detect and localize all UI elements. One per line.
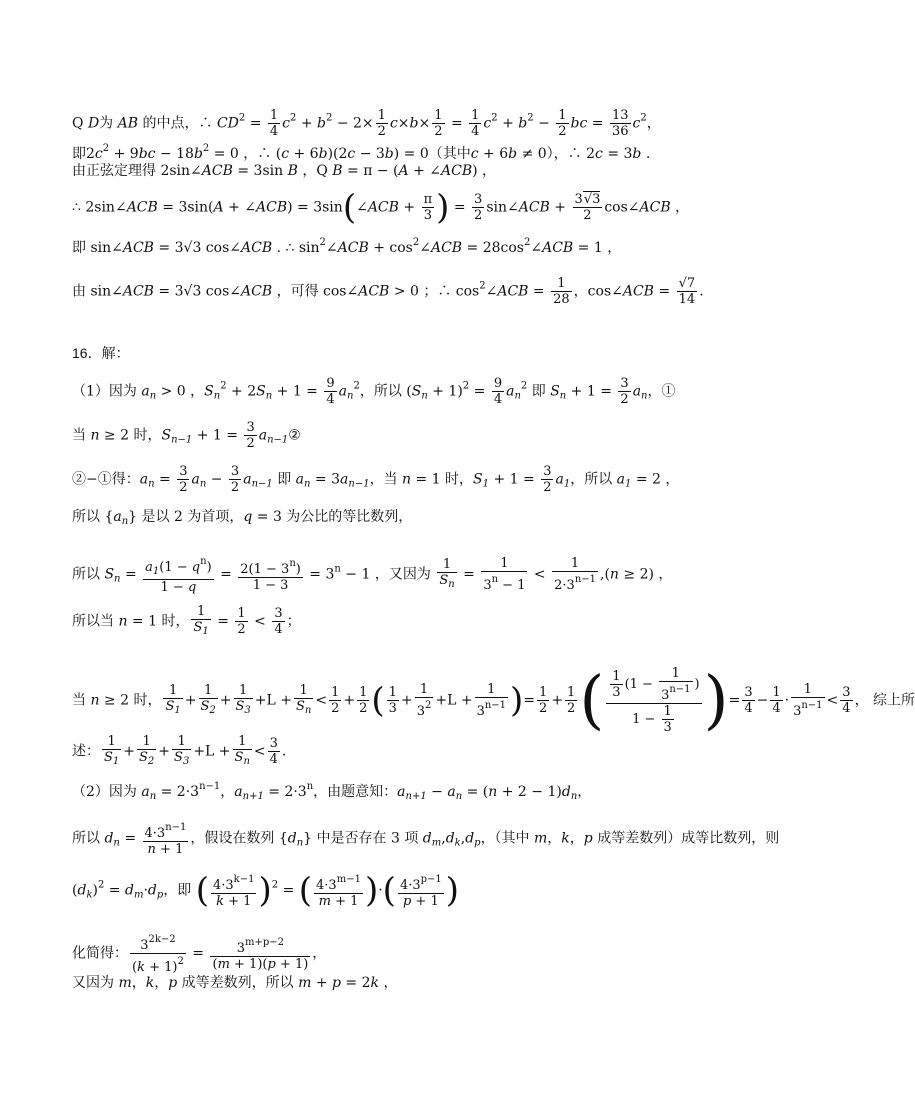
- solution-line-6: 由 sin∠ACB = 3√3 cos∠ACB ，可得 cos∠ACB > 0 ；∴ $\cos^2\angle ACB$ = $\frac{1}{28}$ ，cos∠ACB = $\frac{√7}{14}$ .: [72, 276, 704, 307]
- problem-16-heading: 16．解：: [72, 345, 130, 361]
- solution-line-4: ∴ 2sin∠ACB = 3sin(A + ∠ACB) = 3sin(∠ACB + $\frac{\pi}{3}$ ) = $\frac{3}{2}$ sin∠ACB + $\frac{3√3}{2}$ cos∠ACB ，: [72, 187, 690, 228]
- part1-line-7: 当 n ≥ 2 时， $\frac{1}{S_1}$ + $\frac{1}{S_2}$ + $\frac{1}{S_3}$ +L + $\frac{1}{S_n}$ < $\frac{1}{2}$ + $\frac{1}{2}$ ( $\frac{1}{3}$ + $\frac{1}{3^2}$ +L + $\frac{1}{3^{n-1}}$ )= $\frac{1}{2}$ + $\frac{1}{2}$ ( $\frac{1}{3}$ (1 − $\frac{1}{3^{n-1}}$ ) 1 − $\frac{1}{3}$ )= $\frac{3}{4}$ − $\frac{1}{4}$ · $\frac{1}{3^{n-1}}$ < $\frac{3}{4}$ ， 综上所: [72, 663, 915, 738]
- part1-line-3: ②−①得：$a_n$ = $\frac{3}{2}$ $a_n$ − $\frac{3}{2}$ $a_{n-1}$ 即 $a_n = 3a_{n-1}$，当 n = 1 时，$S_1 + 1$ = $\frac{3}{2}$ $a_1$，所以 $a_1 = 2$ ，: [72, 464, 680, 495]
- part2-line-4: 化简得： $\frac{3^{2k-2}}{(k + 1)^2}$ = $\frac{3^{m+p-2}}{(m + 1)(p + 1)}$ ，: [72, 934, 327, 975]
- part1-line-4: 所以 $\{a_n\}$ 是以 2 为首项，q = 3 为公比的等比数列，: [72, 509, 413, 527]
- part2-line-3: $(d_k)^2 = d_m\cdot d_p$，即 ( $\frac{4\cdot 3^{k-1}}{k + 1}$ )$^2$ = ( $\frac{4\cdot 3^{m-1}}{m + 1}$ )·( $\frac{4\cdot 3^{p-1}}{p + 1}$ ): [72, 870, 460, 911]
- part2-line-5: 又因为 m，k，p 成等差数列，所以 m + p = 2k ，: [72, 975, 398, 991]
- part1-line-5: 所以 $S_n$ = $\frac{a_1(1 - q^n)}{1 - q}$ = $\frac{2(1 - 3^n)}{1 - 3}$ = $3^n - 1$ ，又因为 $\frac{1}{S_n}$ = $\frac{1}{3^n - 1}$ < $\frac{1}{2\cdot 3^{n-1}}$ ,(n ≥ 2) ，: [72, 556, 673, 595]
- solution-line-2: 即$2c^2 + 9bc - 18b^2 = 0$ ，∴ (c + 6b)(2c − 3b) = 0（其中c + 6b ≠ 0），∴ 2c = 3b .: [72, 143, 651, 162]
- part2-line-2: 所以 $d_n$ = $\frac{4\cdot 3^{n-1}}{n + 1}$ ，假设在数列 $\{d_n\}$ 中是否存在 3 项 $d_m,d_k,d_p$，（其中 m，k，p 成等差数列）成等比数列，则: [72, 822, 780, 857]
- solution-line-1: Q D为 AB 的中点，∴ $CD^2$ = $\frac{1}{4}$ $c^2 + b^2 - 2\times$ $\frac{1}{2}$ c×b× $\frac{1}{2}$ = $\frac{1}{4}$ $c^2 + b^2$ − $\frac{1}{2}$ bc = $\frac{13}{36}$ $c^2$，: [72, 108, 661, 139]
- part1-line-6: 所以当 n = 1 时， $\frac{1}{S_1}$ = $\frac{1}{2}$ < $\frac{3}{4}$ ；: [72, 604, 301, 637]
- part2-line-1: （2）因为 $a_n = 2\cdot 3^{n-1}$，$a_{n+1} = 2\cdot 3^n$，由题意知：$a_{n+1} - a_n = (n + 2 - 1)d_n$，: [72, 781, 592, 802]
- solution-line-3: 由正弦定理得 2sin∠ACB = 3sin B ，Q B = π − (A + ∠ACB) ，: [72, 163, 497, 179]
- solution-line-5: 即 sin∠ACB = 3√3 cos∠ACB . ∴ $\sin^2\angle ACB$ + $\cos^2\angle ACB$ = $28\cos^2\angle ACB = 1$ ，: [72, 237, 622, 256]
- part1-line-2: 当 n ≥ 2 时，$S_{n-1} + 1$ = $\frac{3}{2}$ $a_{n-1}②$: [72, 420, 301, 451]
- part1-line-1: （1）因为 $a_n > 0$ ，$S_n^2 + 2S_n + 1$ = $\frac{9}{4}$ $a_n^2$，所以 $(S_n + 1)^2$ = $\frac{9}{4}$ $a_n^2$ 即 $S_n + 1$ = $\frac{3}{2}$ $a_n$，①: [72, 376, 676, 407]
- part1-line-8: 述： $\frac{1}{S_1}$ + $\frac{1}{S_2}$ + $\frac{1}{S_3}$ +L + $\frac{1}{S_n}$ < $\frac{3}{4}$ .: [72, 734, 287, 767]
